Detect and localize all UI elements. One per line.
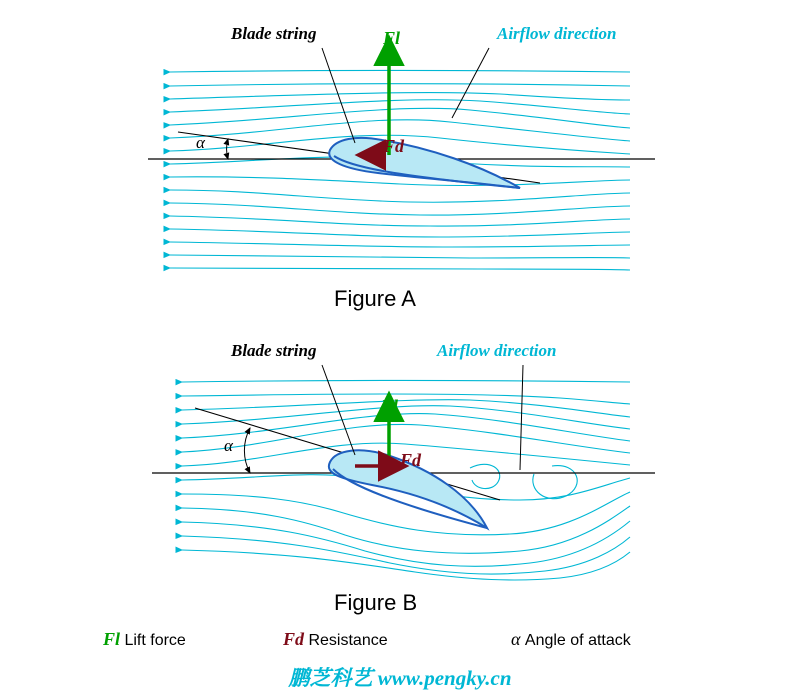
figure-a-blade-string-leader [322,48,355,143]
figure-a-alpha-label: α [196,133,205,152]
watermark: 鹏芝科艺 www.pengky.cn [288,666,512,690]
figure-a-caption: Figure A [334,286,416,311]
legend-alpha-symbol: α [511,629,521,649]
figure-b-lift-label: Fl [381,396,399,416]
figure-b-alpha-arc [244,428,250,473]
legend-alpha-text: Angle of attack [524,632,631,649]
figure-a-alpha-arc [227,139,228,159]
legend-drag-text: Resistance [308,632,388,649]
legend-item-drag [283,629,388,650]
figure-b-vortex-small [470,464,500,488]
figure-b-drag-label: Fd [400,450,422,470]
legend-drag-symbol: Fd [283,629,305,649]
legend [0,625,800,659]
figure-a-airflow-leader [452,48,489,118]
figure-a-lift-label: Fl [383,28,401,48]
legend-lift-symbol: Fl [103,629,121,649]
figure-a-airfoil [329,138,520,188]
figure-b-blade-string-label: Blade string [231,341,317,360]
figure-b-caption: Figure B [334,590,418,615]
legend-item-lift [103,629,186,650]
figure-b-alpha-label: α [224,436,233,455]
figure-b-vortex-large [533,466,577,499]
legend-lift-text: Lift force [124,632,186,649]
figure-a-airflow-label: Airflow direction [497,24,617,43]
figure-a-blade-string-label: Blade string [231,24,317,43]
figure-a-drag-label: Fd [383,136,405,156]
legend-item-alpha [511,629,631,650]
figure-b-airflow-label: Airflow direction [437,341,557,360]
